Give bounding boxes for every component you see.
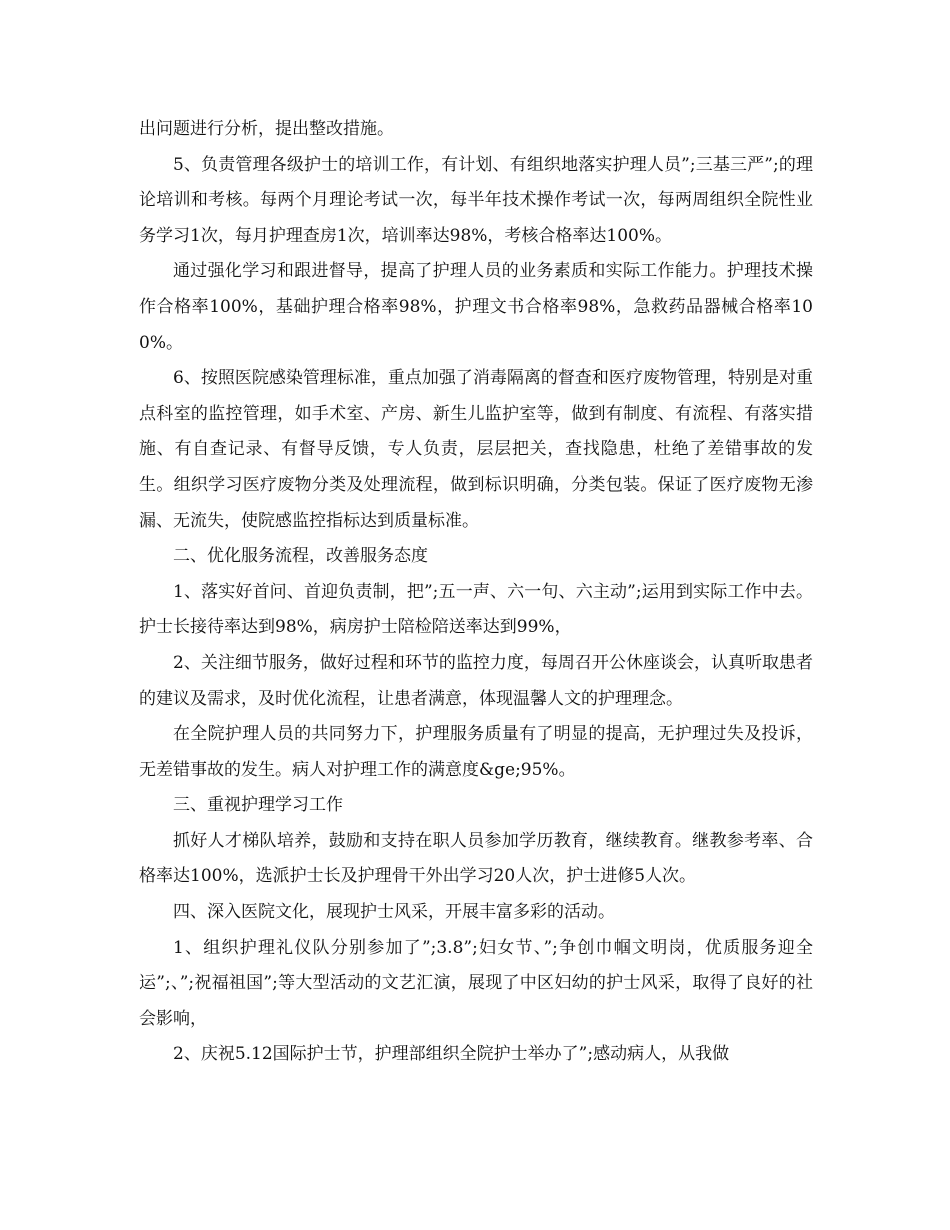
paragraph-4: 6、按照医院感染管理标准，重点加强了消毒隔离的督查和医疗废物管理，特别是对重点科室的监控管理，如手术室、产房、新生儿监护室等，做到有制度、有流程、有落实措施、有自查记录、有督导反馈，专人负责，层层把关，查找隐患，杜绝了差错事故的发生。组织学习医疗废物分类及处理流程，做到标识明确，分类包装。保证了医疗废物无渗漏、无流失，使院感监控指标达到质量标准。	[139, 368, 813, 531]
paragraph-8: 抓好人才梯队培养，鼓励和支持在职人员参加学历教育，继续教育。继教参考率、合格率达100%，选派护士长及护理骨干外出学习20人次，护士进修5人次。	[139, 830, 813, 887]
section-heading-4: 四、深入医院文化，展现护士风采，开展丰富多彩的活动。	[173, 902, 615, 923]
section-heading-3: 三、重视护理学习工作	[173, 795, 343, 816]
paragraph-10: 2、庆祝5.12国际护士节，护理部组织全院护士举办了”;感动病人，从我做	[173, 1044, 730, 1065]
section-heading-2: 二、优化服务流程，改善服务态度	[173, 546, 428, 567]
document-page	[139, 112, 813, 1073]
paragraph-1: 出问题进行分析，提出整改措施。	[139, 119, 394, 139]
paragraph-5: 1、落实好首问、首迎负责制，把”;五一声、六一句、六主动”;运用到实际工作中去。护士长接待率达到98%，病房护士陪检陪送率达到99%，	[139, 581, 813, 638]
paragraph-9: 1、组织护理礼仪队分别参加了”;3.8”;妇女节、”;争创巾帼文明岗，优质服务迎全运”;、”;祝福祖国”;等大型活动的文艺汇演，展现了中区妇幼的护士风采，取得了良好的社会影响，	[139, 937, 813, 1029]
paragraph-6: 2、关注细节服务，做好过程和环节的监控力度，每周召开公休座谈会，认真听取患者的建议及需求，及时优化流程，让患者满意，体现温馨人文的护理理念。	[139, 652, 813, 709]
paragraph-3: 通过强化学习和跟进督导，提高了护理人员的业务素质和实际工作能力。护理技术操作合格率100%，基础护理合格率98%，护理文书合格率98%，急救药品器械合格率100%。	[139, 261, 813, 353]
paragraph-2: 5、负责管理各级护士的培训工作，有计划、有组织地落实护理人员”;三基三严”;的理论培训和考核。每两个月理论考试一次，每半年技术操作考试一次，每两周组织全院性业务学习1次，每月护理查房1次，培训率达98%，考核合格率达100%。	[139, 154, 813, 246]
paragraph-7: 在全院护理人员的共同努力下，护理服务质量有了明显的提高，无护理过失及投诉，无差错事故的发生。病人对护理工作的满意度&ge;95%。	[139, 724, 813, 780]
